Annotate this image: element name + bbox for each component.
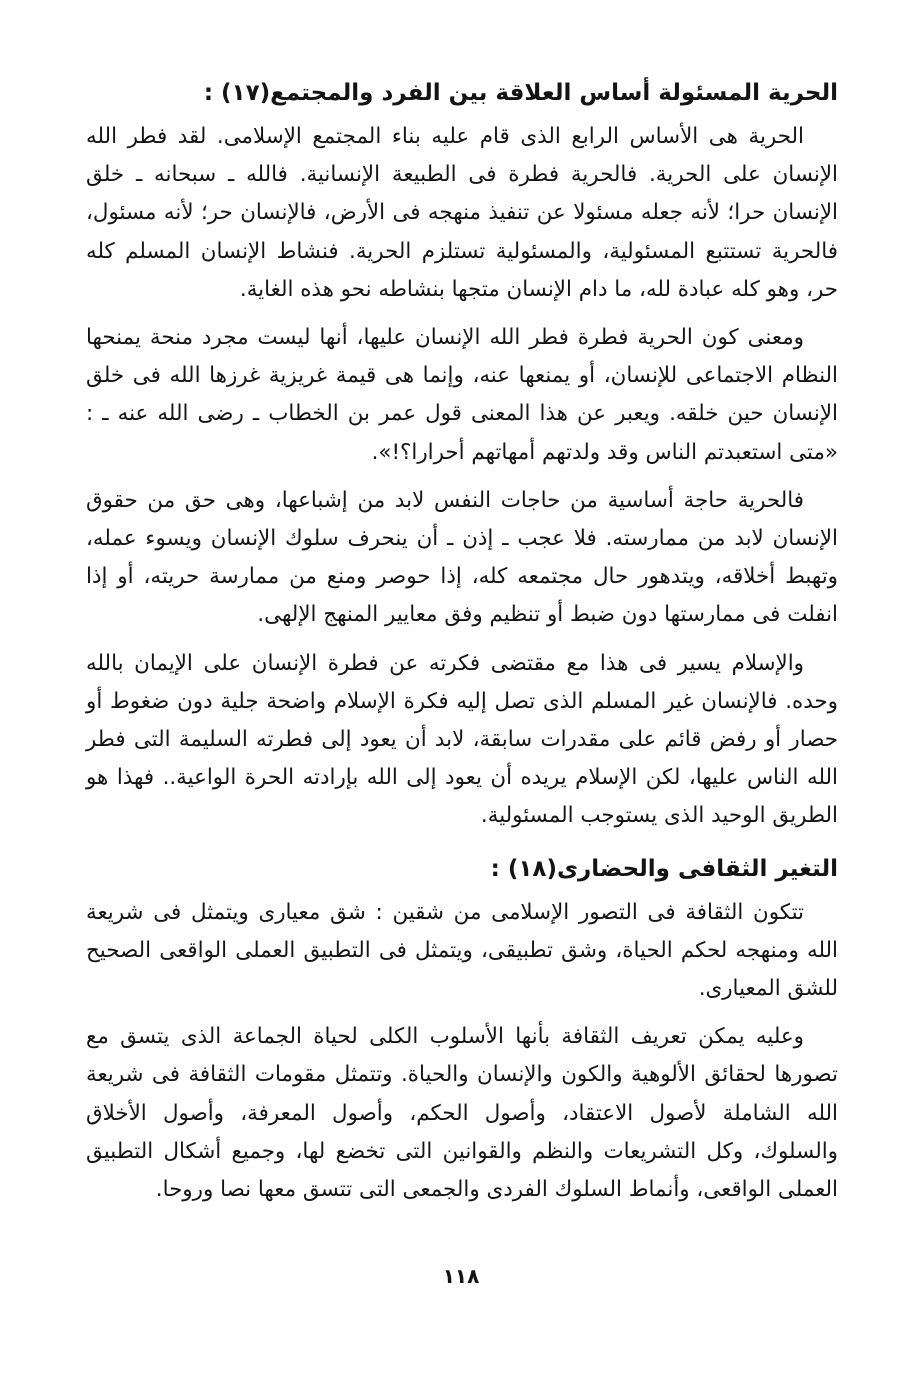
section-heading-freedom: الحرية المسئولة أساس العلاقة بين الفرد والمجتمع(١٧) : (203, 80, 838, 106)
paragraph: فالحرية حاجة أساسية من حاجات النفس لابد من إشباعها، وهى حق من حقوق الإنسان لابد من ممارسته. فلا عجب ـ إذن ـ أن ينحرف سلوك الإنسان ويسوء عمله، وتهبط أخلاقه، ويتدهور حال مجتمعه كله، إذا حوصر ومنع من ممارسة حريته، أو إذا انفلت فى ممارستها دون ضبط أو تنظيم وفق معايير المنهج الإلهى. (86, 487, 838, 628)
paragraph: والإسلام يسير فى هذا مع مقتضى فكرته عن فطرة الإنسان على الإيمان بالله وحده. فالإنسان غير المسلم الذى تصل إليه فكرة الإسلام واضحة جلية دون ضغوط أو حصار أو رفض قائم على مقدرات سابقة، لابد أن يعود إلى فطرته السليمة التى فطر الله الناس عليها، لكن الإسلام يريده أن يعود إلى الله بإرادته الحرة الواعية.. فهذا هو الطريق الوحيد الذى يستوجب المسئولية. (86, 650, 838, 829)
document-page (86, 62, 838, 1219)
paragraph: تتكون الثقافة فى التصور الإسلامى من شقين : شق معيارى ويتمثل فى شريعة الله ومنهجه لحكم الحياة، وشق تطبيقى، ويتمثل فى التطبيق العملى الواقعى الصحيح للشق المعيارى. (86, 899, 838, 1002)
paragraph: الحرية هى الأساس الرابع الذى قام عليه بناء المجتمع الإسلامى. لقد فطر الله الإنسان على الحرية. فالحرية فطرة فى الطبيعة الإنسانية. فالله ـ سبحانه ـ خلق الإنسان حرا؛ لأنه جعله مسئولا عن تنفيذ منهجه فى الأرض، فالإنسان حر؛ لأنه مسئول، فالحرية تستتبع المسئولية، والمسئولية تستلزم الحرية. فنشاط الإنسان المسلم كله حر، وهو كله عبادة لله، ما دام الإنسان متجها بنشاطه نحو هذه الغاية. (86, 124, 838, 302)
page-number: ١١٨ (442, 1264, 480, 1288)
paragraph: ومعنى كون الحرية فطرة فطر الله الإنسان عليها، أنها ليست مجرد منحة يمنحها النظام الاجتماعى للإنسان، أو يمنعها عنه، وإنما هى قيمة غريزية غرزها الله فى خلق الإنسان حين خلقه. ويعبر عن هذا المعنى قول عمر بن الخطاب ـ رضى الله عنه ـ : «متى استعبدتم الناس وقد ولدتهم أمهاتهم أحرارا؟!». (86, 325, 838, 465)
section-heading-cultural-change: التغير الثقافى والحضارى(١٨) : (490, 855, 838, 882)
paragraph: وعليه يمكن تعريف الثقافة بأنها الأسلوب الكلى لحياة الجماعة الذى يتسق مع تصورها لحقائق الألوهية والكون والإنسان والحياة. وتتمثل مقومات الثقافة فى شريعة الله الشاملة لأصول الاعتقاد، وأصول الحكم، وأصول المعرفة، وأصول الأخلاق والسلوك، وكل التشريعات والنظم والقوانين التى تخضع لها، وجميع أشكال التطبيق العملى الواقعى، وأنماط السلوك الفردى والجمعى التى تتسق معها نصا وروحا. (86, 1024, 838, 1203)
